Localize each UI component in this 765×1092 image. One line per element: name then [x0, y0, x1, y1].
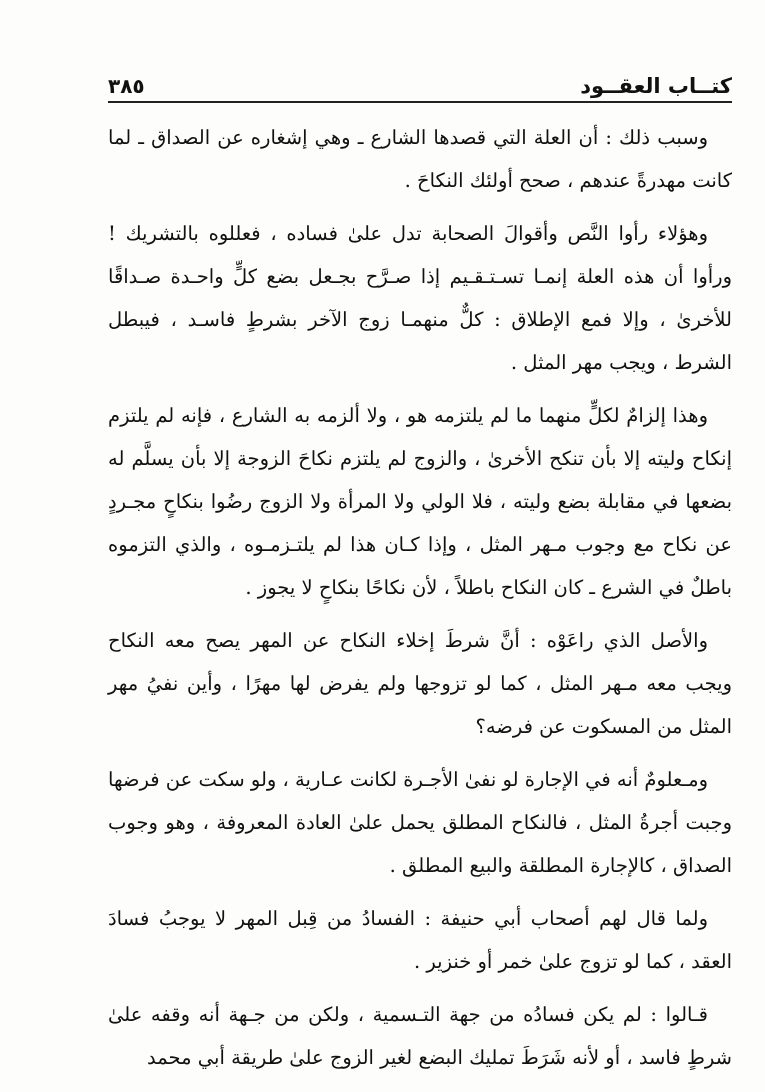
paragraph: ومـعلومٌ أنه في الإجارة لو نفىٰ الأجـرة لكانت عـارية ، ولو سكت عن فرضها وجبت أجرةُ المثل ، فالنكاح المطلق يحمل علىٰ العادة المعروفة ، وهو وجوب الصداق ، كالإجارة المطلقة والبيع المطلق .	[108, 768, 732, 877]
body-text	[108, 116, 732, 1089]
paragraph: والأصل الذي راعَوْه : أنَّ شرطَ إخلاء النكاح عن المهر يصح معه النكاح ويجب معه مـهر المثل ، كما لو تزوجها ولم يفرض لها مهرًا ، وأين نفيُ مهر المثل من المسكوت عن فرضه؟	[108, 629, 732, 738]
paragraph: ولما قال لهم أصحاب أبي حنيفة : الفسادُ من قِبل المهر لا يوجبُ فسادَ العقد ، كما لو تزوج علىٰ خمر أو خنزير .	[108, 907, 732, 973]
page-number: ٣٨٥	[108, 74, 145, 98]
header-rule	[108, 101, 732, 103]
page-header	[108, 72, 732, 102]
paragraph: وهذا إلزامٌ لكلٍّ منهما ما لم يلتزمه هو ، ولا ألزمه به الشارع ، فإنه لم يلتزم إنكاح وليته إلا بأن تنكح الأخرىٰ ، والزوج لم يلتزم نكاحَ الزوجة إلا بأن يسلَّم له بضعها في مقابلة بضع وليته ، فلا الولي ولا المرأة ولا الزوج رضُوا بنكاحٍ مجـردٍ عن نكاح مع وجوب مـهر المثل ، وإذا كـان هذا لم يلتـزمـوه ، والذي التزموه باطلٌ في الشرع ـ كان النكاح باطلاً ، لأن نكاحًا بنكاحٍ لا يجوز .	[108, 404, 732, 599]
paragraph: قـالوا : لم يكن فسادُه من جهة التـسمية ، ولكن من جـهة أنه وقفه علىٰ شرطٍ فاسد ، أو لأنه شَرَطَ تمليك البضع لغير الزوج علىٰ طريقة أبي محمد	[108, 1003, 732, 1069]
paragraph: وهؤلاء رأوا النَّص وأقوالَ الصحابة تدل علىٰ فساده ، فعللوه بالتشريك ! ورأوا أن هذه العلة إنمـا تسـتـقـيم إذا صـرَّح بجـعل بضع كلٍّ واحـدة صـداقًا للأخرىٰ ، وإلا فمع الإطلاق : كلٌّ منهمـا زوج الآخر بشرطٍ فاسـد ، فيبطل الشرط ، ويجب مهر المثل .	[108, 222, 732, 374]
paragraph: وسبب ذلك : أن العلة التي قصدها الشارع ـ وهي إشغاره عن الصداق ـ لما كانت مهدرةً عندهم ، صحح أولئك النكاحَ .	[108, 126, 732, 192]
running-title: كتــاب العقــود	[580, 74, 732, 98]
